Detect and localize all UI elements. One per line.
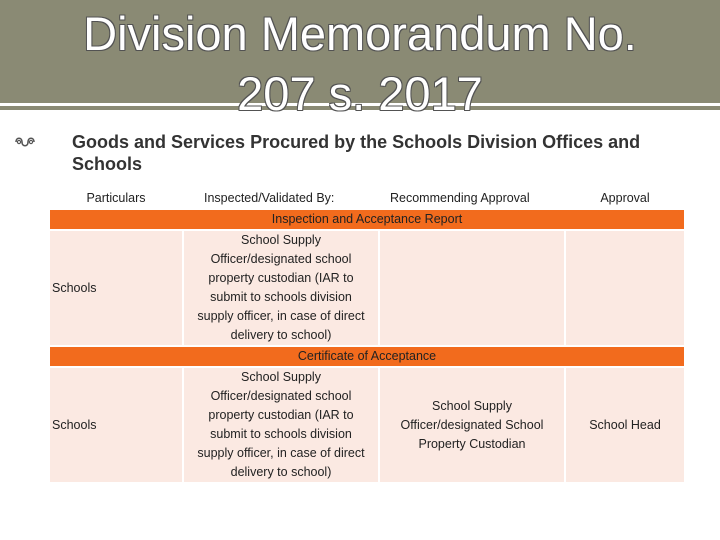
inspected-line: delivery to school)	[230, 328, 332, 342]
table-row	[49, 230, 685, 346]
approval-cell	[565, 230, 685, 346]
section-band-row	[49, 209, 685, 230]
recommending-line: Property Custodian	[418, 436, 526, 451]
inspected-line: supply officer, in case of direct	[197, 309, 365, 323]
header-approval: Approval	[565, 188, 685, 209]
inspected-line: property custodian (IAR to	[208, 271, 354, 285]
section-band-row	[49, 346, 685, 367]
table-row	[49, 367, 685, 483]
inspected-line: property custodian (IAR to	[208, 408, 354, 422]
recommending-line: Officer/designated School	[400, 417, 544, 432]
table-header-row	[49, 188, 685, 209]
recommending-cell	[379, 367, 565, 483]
inspected-line: supply officer, in case of direct	[197, 446, 365, 460]
recommending-line: School Supply	[432, 398, 512, 413]
particular-cell: Schools	[49, 367, 183, 483]
inspected-line: School Supply	[241, 370, 321, 384]
inspected-line: Officer/designated school	[210, 252, 352, 266]
page-title	[0, 4, 720, 124]
header-inspected: Inspected/Validated By:	[204, 191, 335, 205]
section-band-coa: Certificate of Acceptance	[49, 346, 685, 367]
approval-cell: School Head	[565, 367, 685, 483]
inspected-line: submit to schools division	[210, 427, 352, 441]
inspected-cell	[183, 367, 379, 483]
inspected-cell	[183, 230, 379, 346]
approval-table	[48, 187, 686, 484]
scroll-bullet-icon	[14, 135, 38, 149]
inspected-line: School Supply	[241, 233, 321, 247]
section-band-iar: Inspection and Acceptance Report	[49, 209, 685, 230]
bullet-text: Goods and Services Procured by the Schools Division Offices and Schools	[72, 132, 641, 174]
inspected-line: Officer/designated school	[210, 389, 352, 403]
title-line-2: 207 s. 2017	[237, 67, 483, 120]
recommending-cell	[379, 230, 565, 346]
header-particulars: Particulars	[49, 188, 183, 209]
header-middle	[183, 188, 565, 209]
particular-cell: Schools	[49, 230, 183, 346]
inspected-line: delivery to school)	[230, 465, 332, 479]
inspected-line: submit to schools division	[210, 290, 352, 304]
title-line-1: Division Memorandum No.	[83, 7, 637, 60]
header-recommending: Recommending Approval	[390, 191, 530, 205]
